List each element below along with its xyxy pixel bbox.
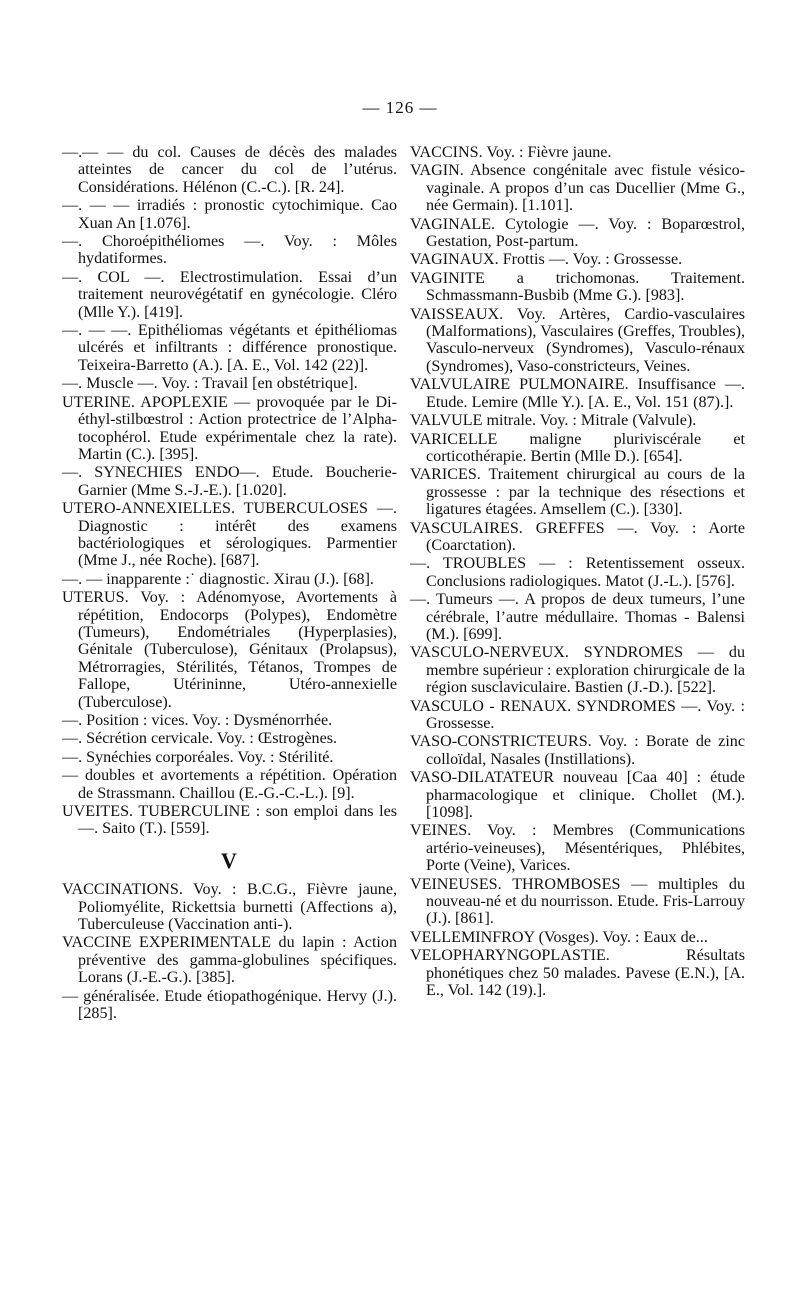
index-entry: VELLEMINFROY (Vosges). Voy. : Eaux de... [410, 928, 708, 946]
index-entry: VACCINATIONS. Voy. : B.C.G., Fièvre jaune, Poliomyélite, Rickettsia burnetti (Affections a), Tuberculeuse (Vaccination anti-). [62, 881, 397, 934]
index-entry: VAGINITE a trichomonas. Traitement. Schmassmann-Busbib (Mme G.). [983]. [410, 269, 745, 305]
page-number: — 126 — [362, 98, 438, 117]
index-entry: —. Sécrétion cervicale. Voy. : Œstrogènes. [62, 730, 338, 748]
index-entry: VASCULO - RENAUX. SYNDROMES —. Voy. : Grossesse. [410, 697, 745, 732]
index-entry: —. Synéchies corporéales. Voy. : Stérilité. [62, 748, 334, 766]
index-entry: —. Tumeurs —. A propos de deux tumeurs, l’une cérébrale, l’autre médullaire. Thomas - Balensi (M.). [699]. [410, 591, 745, 643]
section-letter: V [221, 847, 238, 873]
index-entry: —. COL —. Electrostimulation. Essai d’un traitement neurovégétatif en gynécologie. Cléro (Mlle Y.). [419]. [62, 268, 397, 321]
index-entry: —. Muscle —. Voy. : Travail [en obstétrique]. [62, 375, 358, 393]
index-entry: — doubles et avortements a répétition. Opération de Strassmann. Chaillou (E.-G.-C.-L.). [9]. [62, 767, 397, 802]
index-entry: VEINES. Voy. : Membres (Communications artério-veineuses), Mésentériques, Phlébites, Porte (Veine), Varices. [410, 822, 745, 875]
index-entry: VACCINS. Voy. : Fièvre jaune. [410, 144, 612, 161]
index-entry: —. — inapparente :˙ diagnostic. Xirau (J.). [68]. [62, 570, 374, 588]
index-entry: UVEITES. TUBERCULINE : son emploi dans les —. Saito (T.). [559]. [62, 803, 397, 838]
index-entry: VAGINALE. Cytologie —. Voy. : Boparœstrol, Gestation, Post-partum. [410, 215, 745, 251]
index-entry: VEINEUSES. THROMBOSES — multiples du nouveau-né et du nourrisson. Etude. Fris-Larrouy (J.). [861]. [410, 875, 745, 928]
index-entry: VASCULAIRES. GREFFES —. Voy. : Aorte (Coarctation). [410, 519, 745, 554]
index-entry: UTERINE. APOPLEXIE — provoquée par le Di-éthyl-stilbœstrol : Action protectrice de l’Alpha-tocophérol. Etude expérimentale chez la rate). Martin (C.). [395]. [62, 393, 397, 463]
index-entry: —.— — du col. Causes de décès des malades atteintes de cancer du col de l’utérus. Considérations. Hélénon (C.-C.). [R. 24]. [62, 144, 397, 196]
left-column [62, 144, 397, 1024]
index-entry: VAISSEAUX. Voy. Artères, Cardio-vasculaires (Malformations), Vasculaires (Greffes, Troubles), Vasculo-nerveux (Syndromes), Vasculo-rénaux (Syndromes), Vaso-constricteurs, Veines. [410, 305, 745, 375]
index-entry: —. — —. Epithéliomas végétants et épithéliomas ulcérés et infiltrants : différence pronostique. Teixeira-Barretto (A.). [A. E., Vol. 142 (22)]. [62, 322, 397, 374]
index-entry: UTERUS. Voy. : Adénomyose, Avortements à répétition, Endocorps (Polypes), Endomètre (Tumeurs), Endométriales (Hyperplasies), Génitale (Tuberculose), Génitaux (Prolapsus), Métrorragies, Stérilités, Tétanos, Trompes de Fallope, Utérininne, Utéro-annexielle (Tuberculose). [62, 589, 397, 711]
index-entry: —. TROUBLES — : Retentissement osseux. Conclusions radiologiques. Matot (J.-L.). [576]. [410, 555, 745, 590]
index-entry: —. — — irradiés : pronostic cytochimique. Cao Xuan An [1.076]. [62, 197, 397, 232]
right-column [410, 144, 745, 1001]
index-entry: UTERO-ANNEXIELLES. TUBERCULOSES —. Diagnostic : intérêt des examens bactériologiques et sérologiques. Parmentier (Mme J., née Roche). [687]. [62, 500, 397, 570]
index-entry: —. SYNECHIES ENDO—. Etude. Boucherie-Garnier (Mme S.-J.-E.). [1.020]. [62, 464, 397, 499]
index-entry: VACCINE EXPERIMENTALE du lapin : Action préventive des gamma-globulines spécifiques. Lorans (J.-E.-G.). [385]. [62, 934, 397, 987]
index-entry: — généralisée. Etude étiopathogénique. Hervy (J.). [285]. [62, 987, 397, 1023]
index-entry: VASCULO-NERVEUX. SYNDROMES — du membre supérieur : exploration chirurgicale de la région susclaviculaire. Bastien (J.-D.). [522]. [410, 644, 745, 697]
index-entry: —. Position : vices. Voy. : Dysménorrhée. [62, 712, 333, 729]
index-entry: VAGINAUX. Frottis —. Voy. : Grossesse. [410, 251, 683, 269]
index-entry: VAGIN. Absence congénitale avec fistule vésico-vaginale. A propos d’un cas Ducellier (Mme G., née Germain). [1.101]. [410, 162, 745, 215]
index-entry: VELOPHARYNGOPLASTIE. Résultats phonétiques chez 50 malades. Pavese (E.N.), [A. E., Vol. 142 (19).]. [410, 947, 745, 1000]
index-entry: VALVULE mitrale. Voy. : Mitrale (Valvule). [410, 412, 697, 430]
index-entry: —. Choroépithéliomes —. Voy. : Môles hydatiformes. [62, 233, 397, 268]
index-entry: VALVULAIRE PULMONAIRE. Insuffisance —. Etude. Lemire (Mlle Y.). [A. E., Vol. 151 (87).]. [410, 376, 745, 411]
index-entry: VARICELLE maligne pluriviscérale et corticothérapie. Bertin (Mlle D.). [654]. [410, 430, 745, 465]
index-entry: VARICES. Traitement chirurgical au cours de la grossesse : par la technique des résections et ligatures étagées. Amsellem (C.). [330]. [410, 466, 745, 519]
index-entry: VASO-CONSTRICTEURS. Voy. : Borate de zinc colloïdal, Nasales (Instillations). [410, 733, 745, 768]
index-entry: VASO-DILATATEUR nouveau [Caa 40] : étude pharmacologique et clinique. Chollet (M.). [1098]. [410, 769, 745, 822]
